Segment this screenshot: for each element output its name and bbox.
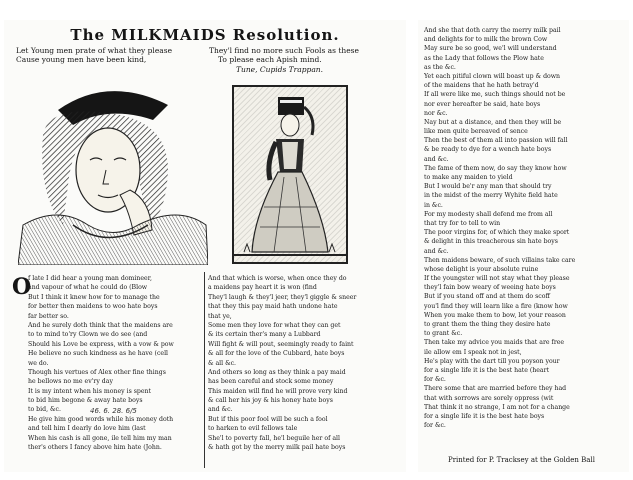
verse-line: we do. <box>28 359 49 367</box>
page-title: The MILKMAIDS Resolution. <box>70 26 340 44</box>
subtitle-left-1: Let Young men prate of what they please <box>16 46 173 55</box>
verse-line: ther's others I fancy above him hate (John. <box>28 444 162 452</box>
verse-line: to bid him begone & away hate boys <box>28 397 143 405</box>
verse-line: Should his Love be express, with a vow & pow <box>28 340 174 348</box>
verse-line: as the &c. <box>424 63 456 71</box>
verse-line: that with sorrows are sorely oppress (wit <box>424 394 554 402</box>
verse-line: he bellows no me ev'ry day <box>28 378 113 386</box>
verse-column-right <box>208 274 404 452</box>
verse-line: He's play with the dart till you poyson your <box>424 357 560 365</box>
subtitle-left-2: Cause young men have been kind, <box>16 55 147 64</box>
verse-line: that they this pay maid hath undone hate <box>208 303 338 311</box>
portrait-woodcut <box>18 75 208 265</box>
verse-line: and delights for to milk the brown Cow <box>424 36 548 44</box>
verse-line: & delight in this treacherous sin hate boys <box>424 238 558 246</box>
verse-line: May sure be so good, we'l will understand <box>424 45 557 53</box>
verse-line: & its certain ther's many a Lubbard <box>208 331 321 339</box>
verse-line: for a single life it is the best hate boys <box>424 412 545 420</box>
right-page <box>418 20 629 472</box>
verse-line: of the maidens that he hath betray'd <box>424 82 539 90</box>
verse-line: to harken to evil fellows tale <box>208 425 298 433</box>
verse-line: and &c. <box>424 247 449 255</box>
drop-capital: O <box>12 274 32 300</box>
verse-line: But if this poor fool will be such a fool <box>208 415 328 423</box>
verse-line: Though his vertues of Alex other fine things <box>28 368 166 376</box>
verse-line: Then maidens beware, of such villains take care <box>424 256 576 264</box>
verse-line: Yet each pitiful clown will boast up & down <box>424 72 561 80</box>
verse-line: for &c. <box>424 422 446 430</box>
verse-line: & call her his joy & his honey hate boys <box>208 397 333 405</box>
handwritten-note: 46. 6. 28. 6/5 <box>90 407 137 415</box>
verse-line: ile allow em I speak not in jest, <box>424 348 522 356</box>
verse-line: But if you stand off and at them do scoff <box>424 293 550 301</box>
verse-line: If all were like me, such things should not be <box>424 91 566 99</box>
verse-line: & be ready to dye for a wench hate boys <box>424 146 552 154</box>
milkmaid-illustration <box>234 87 346 262</box>
verse-line: for &c. <box>424 376 446 384</box>
verse-line: to grant them the thing they desire hate <box>424 321 551 328</box>
verse-line: That think it no strange, I am not for a change <box>424 403 570 411</box>
verse-line: Will fight & will pout, seemingly ready to faint <box>208 340 354 348</box>
verse-line: and &c. <box>424 155 449 163</box>
verse-line: to grant &c. <box>424 330 463 338</box>
verse-line: f late I did hear a young man domineer, <box>28 275 152 282</box>
verse-line: & hath got by the merry milk pail hate boys <box>208 444 346 452</box>
portrait-illustration <box>18 75 208 265</box>
subtitle-right-2: To please each Apish mind. <box>218 55 322 64</box>
verse-line: This maiden will find he will prove very kind <box>208 387 348 395</box>
verse-line: But I would be'r any man that should try <box>424 183 552 191</box>
verse-line: Nay but at a distance, and then they will be <box>424 118 562 126</box>
verse-line: Then take my advice you maids that are free <box>424 339 565 347</box>
verse-line: When you make them to bow, let your reason <box>424 311 566 319</box>
verse-line: they'l fain bow weary of weeing hate boys <box>424 284 556 292</box>
verse-line: The poor virgins for, of which they make sport <box>424 229 570 237</box>
verse-line: If the youngster will not stay what they please <box>424 275 570 283</box>
verse-line: Then the best of them all into passion will fall <box>424 137 568 145</box>
verse-line: & all for the love of the Cubbard, hate boys <box>208 350 345 358</box>
verse-column-left <box>28 274 202 452</box>
verse-line: as the Lady that follows the Plow hate <box>424 54 544 62</box>
verse-line: & all &c. <box>208 359 237 367</box>
column-divider <box>204 272 205 468</box>
verse-line: And that which is worse, when once they do <box>208 275 347 282</box>
verse-line: to make any maiden to yield <box>424 174 513 181</box>
verse-line: and tell him I dearly do love him (last <box>28 425 146 433</box>
verse-line: for a single life it is the best hate (heart <box>424 366 550 374</box>
verse-line: to bid, &c. <box>28 406 61 414</box>
tune-line: Tune, Cupids Trappan. <box>236 65 324 74</box>
verse-line: in the midst of the merry Wyhite field hate <box>424 192 558 200</box>
verse-line: like men quite bereaved of sence <box>424 128 528 136</box>
verse-line: She'l to poverty fall, he'l beguile her of all <box>208 434 340 442</box>
verse-line: When his cash is all gone, ile tell him my man <box>28 434 172 442</box>
verse-line: you'l find they will learn like a fire (know how <box>424 302 568 310</box>
subtitle-right-1: They'l find no more such Fools as these <box>209 46 359 55</box>
verse-line: He believe no such kindness as he have (cell <box>28 350 169 358</box>
verse-line: to to mind to'ry Clown we do see (and <box>28 331 148 339</box>
verse-line: And he surely doth think that the maidens are <box>28 321 173 329</box>
printer-imprint: Printed for P. Tracksey at the Golden Ball <box>448 456 595 464</box>
verse-line: that try for to tell to win <box>424 219 501 227</box>
verse-line: But I think it knew how for to manage the <box>28 293 160 301</box>
verse-line: And others so long as they think a pay maid <box>208 368 346 376</box>
milkmaid-woodcut <box>232 85 348 264</box>
left-page <box>4 20 406 472</box>
verse-line: far better so. <box>28 312 69 320</box>
verse-line: For my modesty shall defend me from all <box>424 210 553 218</box>
verse-line: and &c. <box>208 406 233 414</box>
verse-line: He give him good words while his money doth <box>28 415 174 423</box>
verse-column-continued <box>424 26 627 430</box>
verse-line: and vapour of what he could do (Blow <box>28 284 148 292</box>
verse-line: nor &c. <box>424 109 448 117</box>
verse-line: that ye, <box>208 312 232 320</box>
verse-line: has been careful and stock some money <box>208 378 334 386</box>
verse-line: nor ever hereafter be said, hate boys <box>424 100 541 108</box>
verse-line: They'l laugh & they'l jeer, they'l giggle & sneer <box>208 293 357 301</box>
verse-line: a maidens pay heart it is won (find <box>208 284 317 292</box>
verse-line: There some that are married before they had <box>424 385 567 393</box>
verse-line: Some men they love for what they can get <box>208 321 341 329</box>
verse-line: The fame of them now, do say they know how <box>424 164 567 172</box>
verse-line: whose delight is your absolute ruine <box>424 265 539 273</box>
verse-line: It is my intent when his money is spent <box>28 387 151 395</box>
verse-line: in &c. <box>424 201 443 209</box>
verse-line: And she that doth carry the merry milk pail <box>424 27 561 34</box>
verse-line: for better then maidens to woo hate boys <box>28 303 158 311</box>
